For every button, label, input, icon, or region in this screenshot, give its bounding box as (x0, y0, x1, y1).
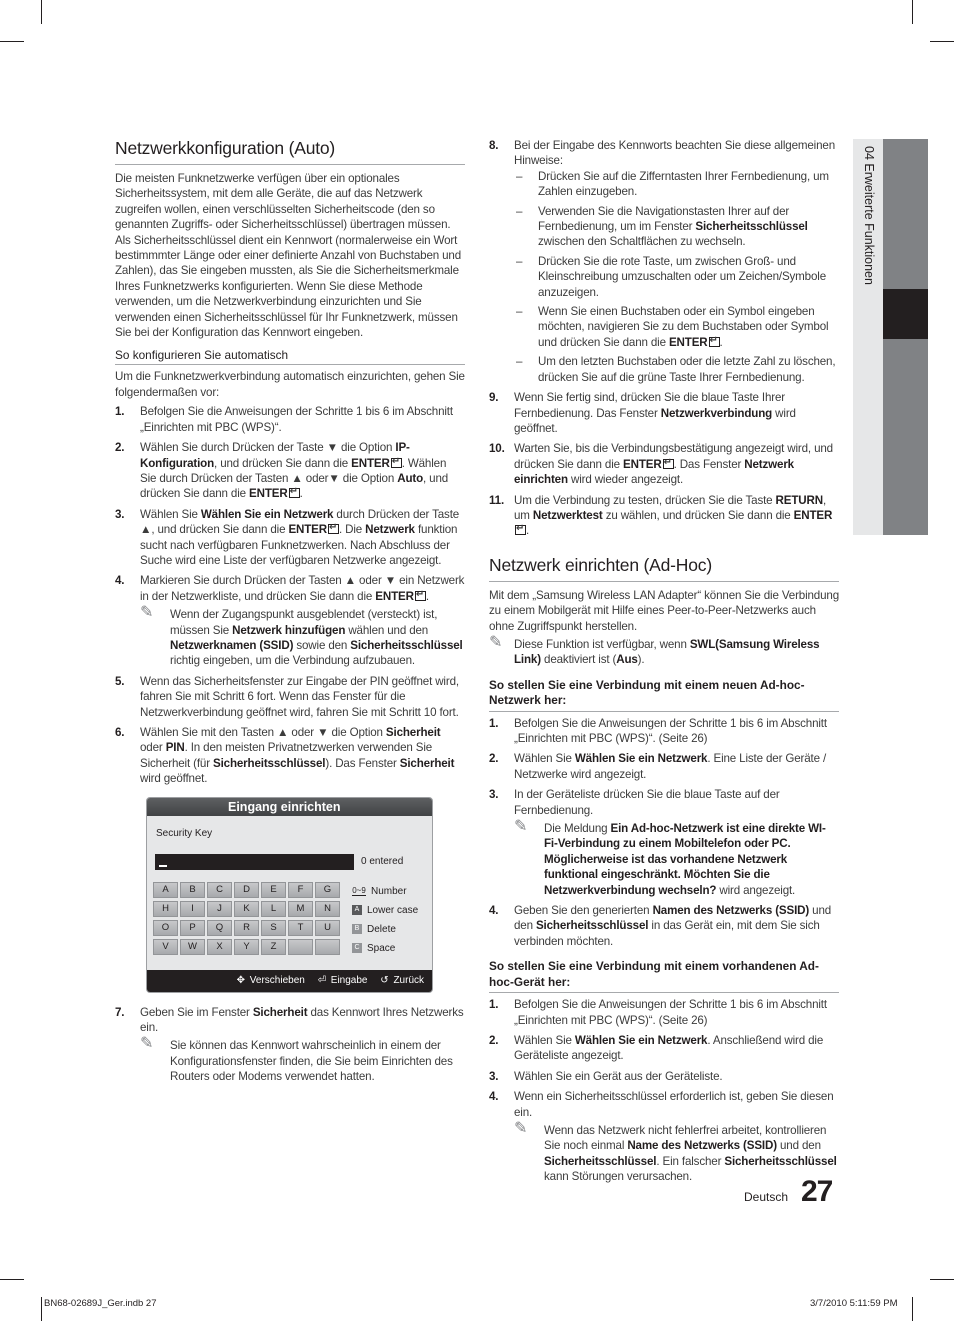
keyboard-key[interactable]: M (288, 901, 313, 917)
sub-intro: Um die Funknetzwerkverbindung automatisch einzurichten, gehen Sie folgendermaßen vor: (115, 370, 465, 399)
color-key-icon: B (352, 924, 362, 934)
keyboard-key[interactable]: T (288, 920, 313, 936)
legend-item (352, 939, 418, 958)
step-text: Befolgen Sie die Anweisungen der Schritte 1 bis 6 im Abschnitt „Einrichten mit PBC (WPS)“. (Seite 26) (514, 998, 827, 1027)
keyboard-key[interactable]: C (207, 882, 232, 898)
note-text: und den (776, 1139, 821, 1153)
option-label: Name des Netzwerks (SSID) (627, 1139, 777, 1153)
keyboard-key[interactable]: I (180, 901, 205, 917)
keyboard-key[interactable] (288, 939, 313, 955)
enter-key-icon (663, 459, 674, 469)
step-text: . Das Fenster (673, 457, 745, 471)
step-text: Geben Sie den generierten (514, 904, 653, 918)
hint-text: Drücken Sie die rote Taste, um zwischen Groß- und Kleinschreibung umzuschalten oder um Zeichen/Symbole anzuzeigen. (538, 254, 826, 299)
hint-item: – Wenn Sie einen Buchstaben oder ein Symbol eingeben möchten, navigieren Sie zu dem Buchstaben oder Symbol und drücken Sie dann die ENTER↵ . (514, 304, 839, 350)
option-label: Sicherheitsschlüssel (695, 220, 808, 234)
hint-item: – Um den letzten Buchstaben oder die letzte Zahl zu löschen, drücken Sie auf die grüne Taste Ihrer Fernbedienung. (516, 355, 836, 384)
note-text: kann Störungen verursachen. (544, 1170, 693, 1184)
legend-item (352, 882, 418, 901)
step-text: Wählen Sie (514, 1033, 575, 1047)
chapter-tab-block (883, 139, 928, 289)
intro-paragraph: Mit dem „Samsung Wireless LAN Adapter“ können Sie die Verbindung zu einem Mobilgerät mit Hilfe eines Peer-to-Peer-Netzwerks auch ohne Zugriffspunkt herstellen. (489, 588, 839, 633)
step-text: , um (514, 493, 827, 522)
note (140, 604, 465, 669)
enter-key-icon (391, 458, 402, 468)
step-text: das Kennwort Ihres Netzwerks ein. (140, 1005, 464, 1035)
enter-key-icon (515, 525, 526, 535)
enter-key-icon (415, 591, 426, 601)
note-text: richtig eingeben, um die Verbindung aufzubauen. (170, 654, 415, 668)
keyboard-key[interactable]: K (234, 901, 259, 917)
adhoc-step-1 (489, 716, 839, 747)
key-legend (352, 882, 418, 958)
legend-label: Lower case (367, 904, 419, 916)
step-text: Markieren Sie durch Drücken der Tasten ▲ oder ▼ ein Netzwerk in der Netzwerkliste, und drücken Sie dann die (140, 574, 465, 603)
step-8 (489, 138, 839, 385)
legend-label: Delete (367, 923, 396, 935)
option-label: Sicherheitsschlüssel (724, 1154, 837, 1168)
option-label: Sicherheitsschlüssel (213, 756, 326, 770)
keyboard-key[interactable]: Y (234, 939, 259, 955)
note-text: sowie den (293, 638, 351, 652)
pencil-note-icon: ✎ (140, 604, 154, 622)
adhoc-step-2 (489, 751, 839, 782)
hint-text: Um den letzten Buchstaben oder die letzte Zahl zu löschen, drücken Sie auf die grüne Taste Ihrer Fernbedienung. (538, 355, 836, 384)
step-number: 1. (489, 716, 499, 730)
step-text: . (526, 524, 530, 538)
step-number: 5. (115, 674, 125, 688)
step-number: 10. (489, 442, 505, 456)
option-label: Netzwerk einrichten (514, 457, 794, 487)
step-3 (115, 507, 465, 569)
note (514, 818, 839, 898)
message-text: Ein Ad-hoc-Netzwerk ist eine direkte WI-Fi-Verbindung zu einem Mobiltelefon oder PC. Möglicherweise ist das vorhandene Netzwerk funktional eingeschränkt. Möchten Sie die Netzwerkverbindung wechseln? (544, 822, 826, 897)
keyboard-key[interactable]: Z (261, 939, 286, 955)
enter-key-icon (328, 524, 339, 534)
step-text: . Eine Liste der Geräte / Netzwerke wird angezeigt. (514, 752, 827, 781)
subheading: So stellen Sie eine Verbindung mit einem vorhandenen Ad-hoc-Gerät her: (489, 959, 839, 993)
key-label: ENTER (249, 487, 288, 501)
step-text: . Anschließend wird die Geräteliste angezeigt. (514, 1033, 824, 1063)
hint-text: zwischen den Schaltflächen zu wechseln. (538, 235, 746, 249)
intro-paragraph: Die meisten Funknetzwerke verfügen über ein optionales Sicherheitssystem, mit dem alle Geräte, die auf das Netzwerk zugreifen wollen, einen verschlüsselten Sicherheitscode (den so genannten Zugriffs- oder Sicherheitsschlüssel) übertragen müssen. Als Sicherheitsschlüssel dient ein Kennwort (normalerweise ein Wort bestimmmter Länge oder einer definierte Anzahl von Buchstaben und Zahlen), das Sie eingeben mussten, als Sie die Sicherheitsmerkmale Ihres Funknetzwerks konfigurierten. Wenn Sie diese Methode verwenden, um die Netzwerkverbindung einzurichten und Sie verwenden einen Sicherheitsschlüssel für Ihr Funknetzwerk, müssen Sie bei der Konfiguration das Kennwort eingeben. (115, 172, 462, 340)
step-text: Befolgen Sie die Anweisungen der Schritte 1 bis 6 im Abschnitt „Einrichten mit PBC (WPS)“. (140, 405, 453, 434)
step-text: In der Geräteliste drücken Sie die blaue Taste auf der Fernbedienung. (514, 788, 780, 817)
note-text: Wenn der Zugangspunkt ausgeblendet (versteckt) ist, müssen Sie (170, 608, 438, 637)
step-text: zu wählen, und drücken Sie dann die (602, 508, 794, 522)
option-label: Sicherheitsschlüssel (350, 638, 463, 652)
hint-text: Drücken Sie auf die Zifferntasten Ihrer Fernbedienung, um Zahlen einzugeben. (538, 169, 829, 199)
step-text: wird wieder angezeigt. (567, 473, 684, 487)
step-number: 11. (489, 493, 505, 507)
option-label: IP-Konfiguration (140, 441, 410, 470)
enter-icon: ⏎ (317, 974, 326, 986)
security-key-input[interactable] (155, 854, 354, 870)
step-number: 1. (489, 998, 499, 1012)
legend-item (352, 920, 418, 939)
step-9 (489, 390, 839, 436)
step-7 (115, 1005, 465, 1085)
option-label: Sicherheit (252, 1005, 308, 1019)
step-4 (115, 573, 465, 668)
keyboard-key[interactable]: H (153, 901, 178, 917)
page-number: 27 (801, 1175, 833, 1208)
footer-move-label: Verschieben (249, 974, 305, 986)
step-text: , und drücken Sie dann die (214, 456, 352, 470)
left-column (115, 138, 465, 1090)
note (140, 1035, 465, 1084)
key-label: ENTER (793, 508, 833, 522)
keyboard-key[interactable]: G (315, 882, 340, 898)
option-label: Wählen Sie ein Netzwerk (574, 1033, 708, 1047)
step-number: 7. (115, 1005, 125, 1019)
key-label: RETURN (775, 493, 823, 507)
note-text: wird angezeigt. (716, 883, 796, 897)
step-number: 6. (115, 726, 125, 739)
key-label: ENTER (288, 523, 327, 537)
subheading: So konfigurieren Sie automatisch (115, 348, 465, 365)
step-text: Wählen Sie durch Drücken der Taste ▼ die Option (140, 441, 396, 455)
hint-text: . (719, 335, 723, 349)
keyboard-key[interactable]: E (261, 882, 286, 898)
option-label: Aus (616, 653, 638, 667)
option-label: Sicherheit (385, 726, 441, 739)
note (489, 633, 839, 668)
step-number: 4. (115, 574, 125, 588)
note-text: Wenn das Netzwerk nicht fehlerfrei arbeitet, kontrollieren Sie noch einmal (544, 1123, 827, 1153)
existing-step-1 (489, 997, 839, 1028)
footer-language: Deutsch (744, 1190, 789, 1204)
step-number: 1. (115, 405, 125, 419)
option-label: Wählen Sie ein Netzwerk (200, 507, 334, 521)
option-label: PIN (165, 741, 185, 755)
hint-text: Verwenden Sie die Navigationstasten Ihrer auf der Fernbedienung, um im Fenster (538, 204, 790, 234)
legend-label: Space (367, 942, 396, 954)
legend-item (352, 901, 418, 920)
step-text: , und drücken Sie dann die (140, 471, 449, 501)
step-text: Geben Sie im Fenster (140, 1005, 253, 1019)
crop-mark (41, 1297, 42, 1321)
note-text: Diese Funktion ist verfügbar, wenn (514, 637, 690, 651)
step-number: 3. (115, 507, 125, 521)
step-number: 2. (489, 752, 499, 766)
crop-mark (0, 1279, 24, 1280)
step-text: Wenn das Sicherheitsfenster zur Eingabe der PIN geöffnet wird, fahren Sie mit Schritt 6 fort. Wenn das Fenster für die Netzwerkverbindung geöffnet wird, fahren Sie mit Schritt 10 fort. (140, 674, 459, 719)
option-label: Netzwerknamen (SSID) (170, 638, 294, 652)
option-label: Netzwerkverbindung (660, 406, 773, 420)
footer-enter-label: Eingabe (330, 974, 368, 986)
color-key-icon: 0~9 (352, 886, 366, 896)
security-key-dialog (146, 797, 433, 993)
step-text: funktion sucht nach verfügbaren Funknetzwerken. Nach Abschluss der Suche wird eine Liste der verfügbaren Netzwerke angezeigt. (140, 523, 458, 567)
step-text: Befolgen Sie die Anweisungen der Schritte 1 bis 6 im Abschnitt „Einrichten mit PBC (WPS)“. (Seite 26) (514, 716, 827, 745)
crop-mark (912, 1297, 913, 1321)
step-5 (115, 674, 465, 720)
keyboard-key[interactable]: Q (207, 920, 232, 936)
crop-mark (41, 0, 42, 24)
step-number: 3. (489, 1069, 499, 1083)
step-text: Wenn Sie fertig sind, drücken Sie die blaue Taste Ihrer Fernbedienung. Das Fenster (514, 391, 786, 420)
pencil-note-icon: ✎ (514, 1119, 528, 1137)
hint-item: – Drücken Sie auf die Zifferntasten Ihrer Fernbedienung, um Zahlen einzugeben. (516, 169, 829, 199)
option-label: Sicherheitsschlüssel (535, 919, 649, 933)
right-column (489, 138, 839, 1190)
subheading: So stellen Sie eine Verbindung mit einem neuen Ad-hoc-Netzwerk her: (489, 678, 839, 712)
step-text: ). Das Fenster (325, 756, 400, 770)
keyboard-key[interactable]: R (234, 920, 259, 936)
step-11 (489, 493, 839, 539)
entered-count: 0 entered (361, 855, 404, 867)
step-number: 2. (115, 441, 125, 455)
color-key-icon: C (352, 943, 362, 953)
step-number: 3. (489, 788, 499, 802)
hint-item: – Verwenden Sie die Navigationstasten Ihrer auf der Fernbedienung, um im Fenster Sicherheitsschlüssel zwischen den Schaltflächen zu wechseln. (516, 204, 808, 249)
pencil-note-icon: ✎ (489, 633, 503, 651)
keyboard-key[interactable]: A (153, 882, 178, 898)
text-cursor (159, 865, 167, 867)
step-text: Wählen Sie (140, 507, 201, 521)
pencil-note-icon: ✎ (140, 1035, 154, 1053)
step-text: Wenn ein Sicherheitsschlüssel erforderlich ist, geben Sie diesen ein. (514, 1090, 834, 1119)
crop-mark (912, 0, 913, 24)
step-text: . Die (338, 523, 366, 537)
option-label: Namen des Netzwerks (SSID) (652, 904, 810, 918)
keyboard-key[interactable]: V (153, 939, 178, 955)
step-text: Um die Verbindung zu testen, drücken Sie die Taste (514, 493, 776, 507)
note (514, 1119, 839, 1185)
keyboard-key[interactable] (315, 939, 340, 955)
note-text: . Ein falscher (656, 1154, 725, 1168)
chapter-label: 04 Erweiterte Funktionen (862, 146, 876, 285)
key-label: ENTER (623, 457, 662, 471)
note-text: wählen und den (345, 623, 429, 637)
step-text: in das Gerät ein, mit dem Sie sich verbinden möchten. (514, 919, 820, 948)
keyboard-key[interactable]: D (234, 882, 259, 898)
step-2 (115, 440, 465, 502)
option-label: Sicherheit (399, 756, 455, 770)
chapter-tab-block (883, 339, 928, 535)
note-text: ). (637, 653, 645, 667)
existing-step-3 (489, 1069, 839, 1084)
dialog-footer (147, 970, 432, 992)
keyboard-key[interactable]: U (315, 920, 340, 936)
keyboard-key[interactable]: P (180, 920, 205, 936)
section-title: Netzwerkkonfiguration (Auto) (115, 138, 465, 165)
note-text: deaktiviert ist ( (540, 653, 617, 667)
step-text: . (299, 487, 303, 501)
step-text: wird geöffnet. (514, 406, 796, 435)
option-label: Sicherheitsschlüssel (544, 1154, 657, 1168)
print-file-info: BN68-02689J_Ger.indb 27 (44, 1298, 157, 1309)
existing-step-4 (489, 1089, 839, 1184)
option-label: SWL(Samsung Wireless Link) (514, 637, 820, 667)
keyboard-key[interactable]: W (180, 939, 205, 955)
enter-key-icon (289, 488, 300, 498)
keyboard-grid (153, 882, 340, 955)
step-text: durch Drücken der Taste ▲, und drücken Sie dann die (140, 507, 460, 537)
step-text: oder (140, 741, 166, 755)
key-label: ENTER (375, 589, 414, 603)
key-label: ENTER (668, 335, 708, 349)
step-text: Wählen Sie (514, 752, 575, 766)
legend-label: Number (371, 885, 407, 897)
print-date-info: 3/7/2010 5:11:59 PM (810, 1298, 898, 1309)
option-label: Netzwerk (365, 523, 415, 537)
step-number: 8. (489, 139, 499, 152)
keyboard-key[interactable]: B (180, 882, 205, 898)
adhoc-step-4 (489, 903, 839, 949)
return-icon: ↺ (380, 974, 389, 986)
keyboard-key[interactable]: N (315, 901, 340, 917)
step-text: Warten Sie, bis die Verbindungsbestätigung angezeigt wird, und drücken Sie dann die (514, 442, 833, 471)
step-number: 4. (489, 904, 499, 918)
option-label: Netzwerktest (532, 508, 603, 522)
step-text: wird geöffnet. (140, 772, 208, 786)
field-label: Security Key (156, 827, 213, 839)
hint-item: – Drücken Sie die rote Taste, um zwischen Groß- und Kleinschreibung umzuschalten oder um Zeichen/Symbole anzuzeigen. (516, 254, 826, 299)
keyboard-key[interactable]: F (288, 882, 313, 898)
step-1 (115, 404, 465, 435)
color-key-icon: A (352, 905, 362, 915)
step-number: 2. (489, 1033, 499, 1047)
chapter-tab-active (883, 289, 928, 339)
step-10 (489, 441, 839, 487)
step-text: Wählen Sie mit den Tasten ▲ oder ▼ die Option (140, 726, 386, 739)
keyboard-key[interactable]: L (261, 901, 286, 917)
step-6 (115, 725, 465, 787)
step-text: . In den meisten Privatnetzwerken verwenden Sie Sicherheit (für (140, 741, 433, 770)
section-title: Netzwerk einrichten (Ad-Hoc) (489, 555, 839, 582)
step-text: und den (514, 904, 832, 933)
crop-mark (0, 41, 24, 42)
key-label: ENTER (351, 456, 390, 470)
keyboard-key[interactable]: O (153, 920, 178, 936)
step-text: Wählen Sie ein Gerät aus der Geräteliste. (514, 1069, 723, 1083)
existing-step-2 (489, 1033, 839, 1064)
pencil-note-icon: ✎ (514, 818, 528, 836)
step-text: Bei der Eingabe des Kennworts beachten Sie diese allgemeinen Hinweise: (514, 139, 835, 168)
step-number: 9. (489, 391, 499, 405)
keyboard-key[interactable]: X (207, 939, 232, 955)
dialog-title: Eingang einrichten (147, 798, 432, 816)
step-text: . (425, 589, 429, 603)
option-label: Wählen Sie ein Netzwerk (574, 752, 708, 766)
option-label: Netzwerk hinzufügen (232, 623, 346, 637)
note-text: Die Meldung (544, 822, 611, 836)
step-text: . Wählen Sie durch Drücken der Tasten ▲ oder▼ die Option (140, 456, 447, 485)
crop-mark (930, 41, 954, 42)
enter-key-icon (709, 337, 720, 347)
option-label: Auto (397, 471, 424, 485)
footer-back-label: Zurück (393, 974, 424, 986)
step-number: 4. (489, 1090, 499, 1104)
keyboard-key[interactable]: J (207, 901, 232, 917)
crop-mark (930, 1279, 954, 1280)
keyboard-key[interactable]: S (261, 920, 286, 936)
move-icon: ✥ (236, 974, 245, 986)
adhoc-step-3 (489, 787, 839, 898)
note-text: Sie können das Kennwort wahrscheinlich in einem der Konfigurationsfenster finden, die Sie beim Einrichten des Routers oder Modems verwendet hatten. (170, 1039, 453, 1084)
hint-text: Wenn Sie einen Buchstaben oder ein Symbol eingeben möchten, navigieren Sie zu dem Buchstaben oder Symbol und drücken Sie dann die (538, 305, 829, 349)
